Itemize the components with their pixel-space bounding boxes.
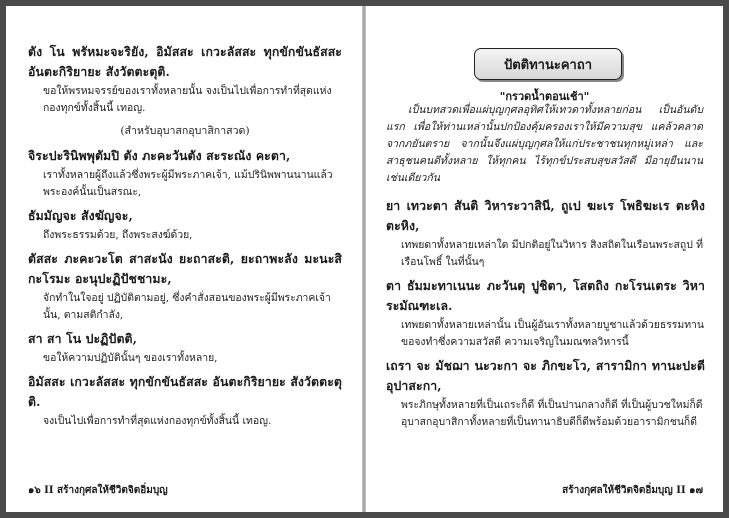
chant-block (28, 42, 342, 117)
page-footer: สร้างกุศลให้ชีวิตจิตอิ่มบุญ II ๑๗ (562, 485, 703, 496)
thai-translation: เราทั้งหลายผู้ถึงแล้วซึ่งพระผู้มีพระภาคเจ้า, แม้ปรินิพพานนานแล้ว พระองค์นั้นเป็นสรณะ, (43, 169, 333, 198)
chant-block (28, 249, 342, 324)
chant-block (386, 276, 705, 351)
thai-translation: ขอให้พรหมจรรย์ของเราทั้งหลายนั้น จงเป็นไปเพื่อการทำที่สุดแห่งกองทุกข์ทั้งสิ้นนี้ เทอญ. (43, 85, 332, 114)
pali-verse: จิระปะรินิพพุตัมปิ ตัง ภะคะวันตัง สะระณัง คะตา, (28, 148, 291, 163)
chapter-title: ปัตติทานะคาถา (474, 48, 622, 80)
right-page-content (386, 196, 705, 436)
chapter-intro: เป็นบทสวดเพื่อแผ่บุญกุศลอุทิศให้เทวดาทั้งหลายก่อน เป็นอันดับแรก เพื่อให้ท่านเหล่านั้นปกป้องคุ้มครองเราให้มีความสุข แคล้วคลาดจากภยันตราย จากนั้นจึงแผ่บุญกุศลให้แก่ประชาชนทุกหมู่เหล่า และสาธุชนคนดีทั้งหลาย ให้ทุกคน ไร้ทุกข์ประสบสุขสวัสดี มีอายุยืนนานเช่นเดียวกัน (386, 104, 703, 184)
left-page-content (28, 42, 342, 435)
thai-translation: จงเป็นไปเพื่อการทำที่สุดแห่งกองทุกข์ทั้งสิ้นนี้ เทอญ. (43, 415, 272, 427)
thai-translation: ขอให้ความปฏิบัตินั้นๆ ของเราทั้งหลาย, (43, 352, 218, 364)
chant-block (28, 146, 342, 201)
chant-note: (สำหรับอุบาสกอุบาสิกาสวด) (120, 125, 250, 137)
pali-verse: อิมัสสะ เกวะลัสสะ ทุกขักขันธัสสะ อันตะกิริยายะ สังวัตตะตุติ. (28, 374, 342, 409)
pali-verse: เถรา จะ มัชฌา นะวะกา จะ ภิกขะโว, สารามิกา ทานะปะตีอุปาสะกา, (386, 358, 705, 393)
thai-translation: พระภิกษุทั้งหลายที่เป็นเถระก็ดี ที่เป็นปานกลางก็ดี ที่เป็นผู้บวชใหม่ก็ดี อุบาสกอุบาสิกาทั้งหลายที่เป็นทานาธิบดีก็ดีพร้อมด้วยอารามิกชนก็ดี (401, 399, 703, 428)
page-footer: ๑๖ II สร้างกุศลให้ชีวิตจิตอิ่มบุญ (28, 485, 168, 496)
left-page (6, 6, 362, 512)
chapter-subtitle: "กรวดน้ำตอนเช้า" (499, 90, 590, 103)
thai-translation: เทพยดาทั้งหลายเหล่าใด มีปกติอยู่ในวิหาร สิงสถิตในเรือนพระสถูป ที่เรือนโพธิ์ ในที่นั้นๆ (401, 239, 703, 268)
chant-block (28, 372, 342, 430)
right-page (366, 6, 723, 512)
thai-translation: ถึงพระธรรมด้วย, ถึงพระสงฆ์ด้วย, (43, 229, 193, 241)
pali-verse: ธัมมัญจะ สังฆัญจะ, (28, 208, 133, 223)
thai-translation: เทพยดาทั้งหลายเหล่านั้น เป็นผู้อันเราทั้งหลายบูชาแล้วด้วยธรรมทาน ขอจงทำซึ่งความสวัสดี ความเจริญในมณฑลวิหารนี้ (401, 319, 704, 348)
pali-verse: ยา เทวะตา สันติ วิหาระวาสินี, ถูเป ฆะเร โพธิฆะเร ตะหิง ตะหิง, (386, 198, 705, 233)
pali-verse: ตัง โน พรัหมะจะริยัง, อิมัสสะ เกวะลัสสะ ทุกขักขันธัสสะ อันตะกิริยายะ สังวัตตะตุติ. (28, 44, 342, 79)
pali-verse: สา สา โน ปะฏิปัตติ, (28, 331, 137, 346)
chant-block (386, 196, 705, 271)
chant-block (28, 329, 342, 367)
thai-translation: จักทำในใจอยู่ ปฏิบัติตามอยู่, ซึ่งคำสั่งสอนของพระผู้มีพระภาคเจ้านั้น, ตามสติกำลัง, (43, 292, 331, 321)
pali-verse: ตา ธัมมะทาเนนะ ภะวันตุ ปูชิตา, โสตถิง กะโรนเตระ วิหาระมัณฑะเล. (386, 278, 705, 313)
chant-block (386, 356, 705, 431)
pali-verse: ตัสสะ ภะคะวะโต สาสะนัง ยะถาสะติ, ยะถาพะลัง มะนะสิกะโรมะ อะนุปะฏิปัชชามะ, (28, 251, 342, 286)
chant-block (28, 206, 342, 244)
